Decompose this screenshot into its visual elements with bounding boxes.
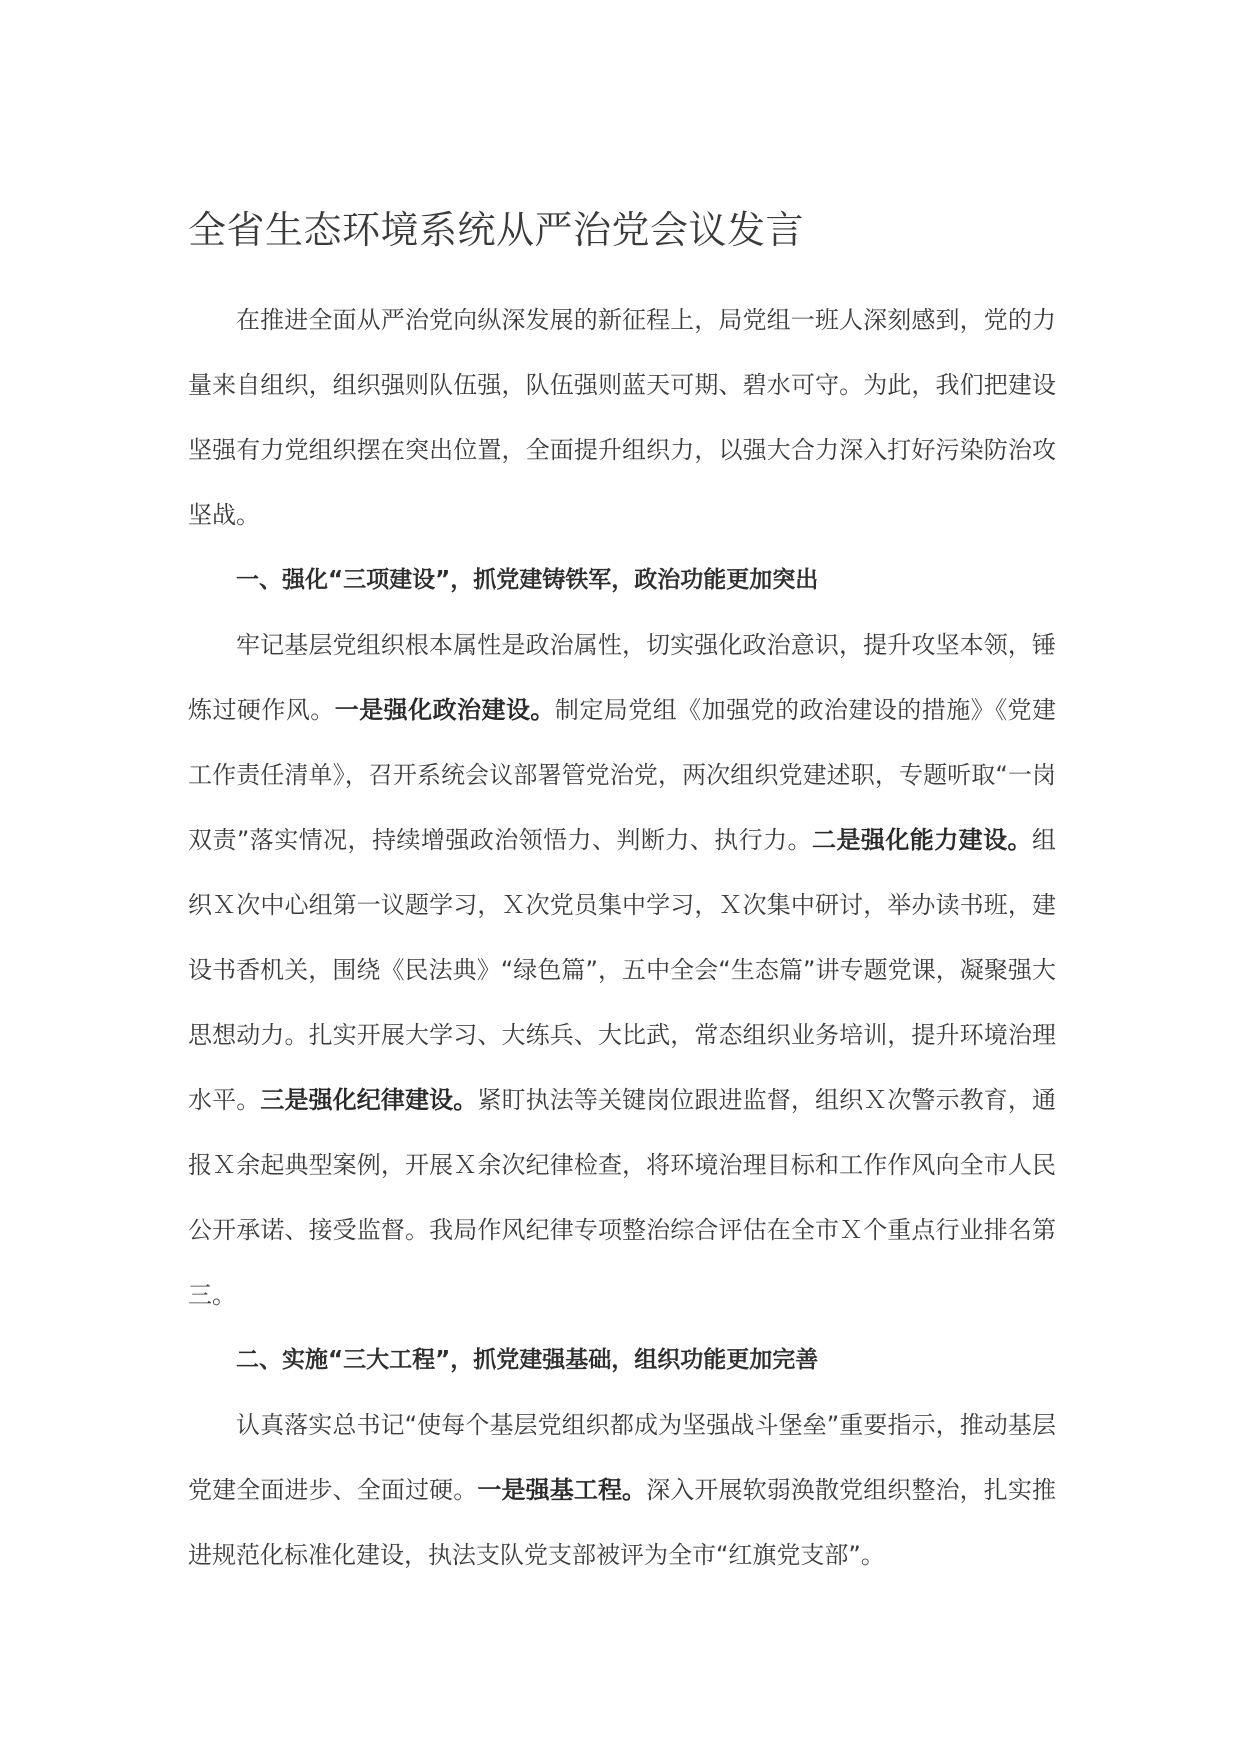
section-2-lead: 认真落实总书记“使每个基层党组织都成为坚强战斗堡垒”重要指示，推动基层党建全面进步、全面过硬。	[188, 1411, 1056, 1504]
section-1-point-2-label: 二是强化能力建设。	[812, 826, 1033, 854]
section-2-point-1-label: 一是强基工程。	[477, 1476, 647, 1504]
document-page	[188, 200, 1056, 1588]
section-2-heading: 二、实施“三大工程”，抓党建强基础，组织功能更加完善	[236, 1347, 819, 1373]
section-1-point-3-label: 三是强化纪律建设。	[260, 1086, 478, 1114]
section-1-heading: 一、强化“三项建设”，抓党建铸铁军，政治功能更加突出	[236, 567, 819, 593]
section-1-point-3-text: 紧盯执法等关键岗位跟进监督，组织Ｘ次警示教育，通报Ｘ余起典型案例，开展Ｘ余次纪律检查，将环境治理目标和工作作风向全市人民公开承诺、接受监督。我局作风纪律专项整治综合评估在全市Ｘ个重点行业排名第三。	[188, 1086, 1057, 1309]
section-2-point-1-text: 深入开展软弱涣散党组织整治，扎实推进规范化标准化建设，执法支队党支部被评为全市“红旗党支部”。	[188, 1476, 1057, 1569]
section-1-point-1-label: 一是强化政治建设。	[334, 696, 555, 724]
section-2-paragraph	[188, 1393, 1056, 1588]
section-1-lead: 牢记基层党组织根本属性是政治属性，切实强化政治意识，提升攻坚本领，锤炼过硬作风。	[188, 631, 1056, 724]
intro-paragraph: 在推进全面从严治党向纵深发展的新征程上，局党组一班人深刻感到，党的力量来自组织，组织强则队伍强，队伍强则蓝天可期、碧水可守。为此，我们把建设坚强有力党组织摆在突出位置，全面提升组织力，以强大合力深入打好污染防治攻坚战。	[188, 306, 1056, 529]
section-1-point-1-text: 制定局党组《加强党的政治建设的措施》《党建工作责任清单》，召开系统会议部署管党治党，两次组织党建述职，专题听取“一岗双责”落实情况，持续增强政治领悟力、判断力、执行力。	[188, 696, 1057, 854]
document-title: 全省生态环境系统从严治党会议发言	[188, 208, 805, 252]
section-1-paragraph	[188, 613, 1056, 1328]
section-1-point-2-text: 组织Ｘ次中心组第一议题学习，Ｘ次党员集中学习，Ｘ次集中研讨，举办读书班，建设书香机关，围绕《民法典》“绿色篇”，五中全会“生态篇”讲专题党课，凝聚强大思想动力。扎实开展大学习、大练兵、大比武，常态组织业务培训，提升环境治理水平。	[188, 826, 1057, 1114]
